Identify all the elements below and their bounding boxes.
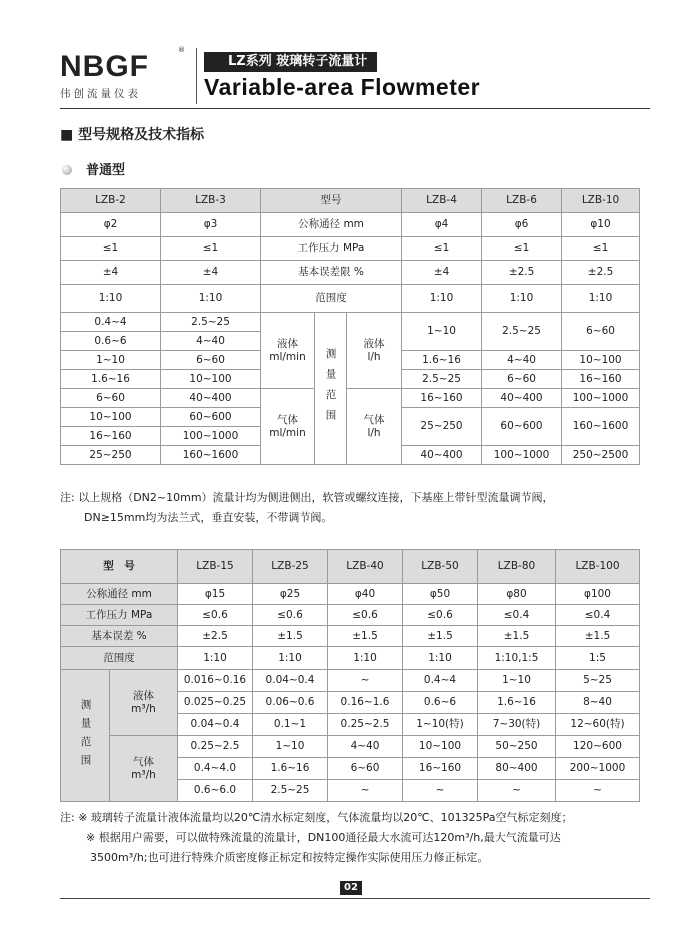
table-row [61,736,640,758]
note-line: 注: ※ 玻璃转子流量计液体流量均以20℃清水标定刻度，气体流量均以20℃、101325Pa空气标定刻度； [60,811,573,824]
cell: 0.6~6.0 [178,780,253,802]
liquid-left-unit: ml/min [269,350,306,363]
cell: 0.016~0.16 [178,670,253,692]
cell: ~ [556,780,640,802]
cell: ≤0.4 [478,605,556,626]
cell: 2.5~25 [482,313,562,351]
cell: 2.5~25 [253,780,328,802]
table-row [61,213,640,237]
cell: ≤0.6 [178,605,253,626]
title-prefix: LZ [228,54,246,69]
cell: 160~1600 [161,446,261,465]
cell: 2.5~25 [161,313,261,332]
registered-mark: ® [178,46,185,54]
table-row [61,261,640,285]
row-label: 公称通径 mm [261,213,402,237]
cell: ~ [328,670,403,692]
cell: ≤1 [402,237,482,261]
cell: 0.06~0.6 [253,692,328,714]
cell: ±4 [161,261,261,285]
cell: 0.04~0.4 [178,714,253,736]
header-cell: 型 号 [61,550,178,584]
gas-left-unit: ml/min [269,426,306,439]
cell: 0.025~0.25 [178,692,253,714]
liquid-right-label [347,313,402,389]
cell: 1.6~16 [402,351,482,370]
footer-rule [60,898,650,899]
header-rule [60,108,650,109]
table-row [61,285,640,313]
header-cell: LZB-15 [178,550,253,584]
cell: ≤1 [61,237,161,261]
cell: 1:10 [253,647,328,670]
title-chinese [204,52,377,72]
liquid-right-text: 液体 [363,337,385,350]
cell: φ25 [253,584,328,605]
header-cell: LZB-100 [556,550,640,584]
cell: ±1.5 [478,626,556,647]
note-small-models [60,488,554,528]
cell: ±2.5 [178,626,253,647]
cell: ≤1 [562,237,640,261]
cell: 1~10(特) [403,714,478,736]
table-row [61,584,640,605]
cell: φ15 [178,584,253,605]
cell: 0.04~0.4 [253,670,328,692]
cell: 6~60 [328,758,403,780]
cell: ±1.5 [328,626,403,647]
cell: ≤0.6 [403,605,478,626]
measure-range-label [315,313,347,465]
cell: 0.6~6 [61,332,161,351]
header-divider [196,48,197,104]
sub-title [62,159,125,178]
cell: 1:10 [161,285,261,313]
cell: φ10 [562,213,640,237]
cell: 6~60 [562,313,640,351]
cell: 1:10 [402,285,482,313]
cell: 1~10 [61,351,161,370]
cell: ≤1 [161,237,261,261]
liquid-label [110,670,178,736]
cell: 16~160 [562,370,640,389]
cell: 25~250 [61,446,161,465]
cell: 0.1~1 [253,714,328,736]
page-header [60,46,650,108]
liquid-unit: m³/h [131,702,156,715]
cell: 1:10,1:5 [478,647,556,670]
header-cell: LZB-25 [253,550,328,584]
cell: ≤0.6 [328,605,403,626]
row-label: 范围度 [261,285,402,313]
note-calibration [60,808,573,868]
cell: 80~400 [478,758,556,780]
cell: 16~160 [403,758,478,780]
cell: 12~60(特) [556,714,640,736]
cell: 40~400 [402,446,482,465]
gas-unit: m³/h [131,768,156,781]
cell: ±4 [61,261,161,285]
cell: ≤1 [482,237,562,261]
measure-range-text: 测量范围 [324,347,337,430]
cell: 0.16~1.6 [328,692,403,714]
cell: 25~250 [402,408,482,446]
cell: 100~1000 [562,389,640,408]
liquid-left-label [261,313,315,389]
cell: 8~40 [556,692,640,714]
cell: ≤0.4 [556,605,640,626]
cell: 10~100 [562,351,640,370]
header-cell: 型号 [261,189,402,213]
header-cell: LZB-80 [478,550,556,584]
row-label: 工作压力 MPa [61,605,178,626]
table-row [61,626,640,647]
gas-text: 气体 [133,755,154,768]
cell: φ3 [161,213,261,237]
cell: 4~40 [482,351,562,370]
table-row [61,605,640,626]
cell: 60~600 [161,408,261,427]
liquid-text: 液体 [133,689,154,702]
table-row [61,670,640,692]
logo-subtitle: 伟创流量仪表 [60,88,141,100]
gas-right-label [347,389,402,465]
cell: 1:10 [328,647,403,670]
cell: ~ [328,780,403,802]
cell: 4~40 [328,736,403,758]
note-line: DN≥15mm均为法兰式，垂直安装，不带调节阀。 [84,511,333,524]
cell: 6~60 [482,370,562,389]
cell: ±1.5 [403,626,478,647]
gas-label [110,736,178,802]
cell: 40~400 [482,389,562,408]
cell: 1.6~16 [61,370,161,389]
cell: φ80 [478,584,556,605]
cell: φ6 [482,213,562,237]
header-cell: LZB-4 [402,189,482,213]
cell: 0.4~4 [403,670,478,692]
table-row [61,647,640,670]
measure-range-label [61,670,110,802]
header-cell: LZB-50 [403,550,478,584]
section-title: ■ 型号规格及技术指标 [60,127,205,143]
cell: φ50 [403,584,478,605]
gas-left-label [261,389,315,465]
cell: 1:10 [61,285,161,313]
cell: 4~40 [161,332,261,351]
cell: 1:5 [556,647,640,670]
cell: 160~1600 [562,408,640,446]
cell: 5~25 [556,670,640,692]
cell: φ40 [328,584,403,605]
row-label: 工作压力 MPa [261,237,402,261]
page-number: 02 [340,881,362,895]
cell: φ100 [556,584,640,605]
row-label: 范围度 [61,647,178,670]
logo-mark: NBGF [60,50,149,83]
cell: 7~30(特) [478,714,556,736]
cell: 2.5~25 [402,370,482,389]
cell: 6~60 [161,351,261,370]
cell: 200~1000 [556,758,640,780]
cell: ~ [478,780,556,802]
title-english: Variable-area Flowmeter [204,74,481,100]
cell: ±1.5 [556,626,640,647]
note-line: 注: 以上规格（DN2~10mm）流量计均为侧进侧出，软管或螺纹连接，下基座上带针型流量调节阀， [60,491,554,504]
cell: 10~100 [61,408,161,427]
table-row [61,313,640,332]
cell: 1:10 [403,647,478,670]
cell: ±2.5 [562,261,640,285]
header-cell: LZB-6 [482,189,562,213]
title-suffix: 系列 玻璃转子流量计 [245,54,368,69]
cell: 1:10 [562,285,640,313]
cell: 1:10 [178,647,253,670]
cell: 0.6~6 [403,692,478,714]
cell: 0.25~2.5 [328,714,403,736]
note-line: 3500m³/h;也可进行特殊介质密度修正标定和按特定操作实际使用压力修正标定。 [90,851,489,864]
cell: 120~600 [556,736,640,758]
header-cell: LZB-40 [328,550,403,584]
cell: 1~10 [402,313,482,351]
cell: ~ [403,780,478,802]
bullet-icon [62,165,72,175]
row-label: 基本误差 % [61,626,178,647]
cell: 100~1000 [482,446,562,465]
cell: φ2 [61,213,161,237]
row-label: 基本误差限 % [261,261,402,285]
cell: 16~160 [61,427,161,446]
cell: ±1.5 [253,626,328,647]
cell: 40~400 [161,389,261,408]
cell: 60~600 [482,408,562,446]
cell: 16~160 [402,389,482,408]
cell: 0.25~2.5 [178,736,253,758]
table-header-row [61,189,640,213]
cell: φ4 [402,213,482,237]
cell: 6~60 [61,389,161,408]
cell: 1.6~16 [253,758,328,780]
spec-table-small [60,188,640,465]
brand-logo [60,50,184,101]
cell: 10~100 [403,736,478,758]
cell: 100~1000 [161,427,261,446]
header-cell: LZB-2 [61,189,161,213]
liquid-right-unit: l/h [367,350,381,363]
section-title-text: 型号规格及技术指标 [78,127,205,143]
cell: 1:10 [482,285,562,313]
header-cell: LZB-3 [161,189,261,213]
cell: ≤0.6 [253,605,328,626]
cell: ±2.5 [482,261,562,285]
cell: ±4 [402,261,482,285]
cell: 1~10 [478,670,556,692]
measure-range-text: 测量范围 [79,698,92,773]
table-header-row [61,550,640,584]
table-row [61,389,640,408]
cell: 10~100 [161,370,261,389]
header-cell: LZB-10 [562,189,640,213]
gas-left-text: 气体 [277,413,298,426]
cell: 0.4~4.0 [178,758,253,780]
cell: 1~10 [253,736,328,758]
gas-right-text: 气体 [363,413,385,426]
table-row [61,237,640,261]
cell: 0.4~4 [61,313,161,332]
liquid-left-text: 液体 [277,337,298,350]
cell: 1.6~16 [478,692,556,714]
cell: 50~250 [478,736,556,758]
cell: 250~2500 [562,446,640,465]
row-label: 公称通径 mm [61,584,178,605]
note-line: ※ 根据用户需要，可以做特殊流量的流量计，DN100通径最大水流可达120m³/h,最大气流量可达 [86,831,561,844]
sub-title-text: 普通型 [86,163,126,178]
spec-table-large [60,549,640,802]
gas-right-unit: l/h [367,426,381,439]
